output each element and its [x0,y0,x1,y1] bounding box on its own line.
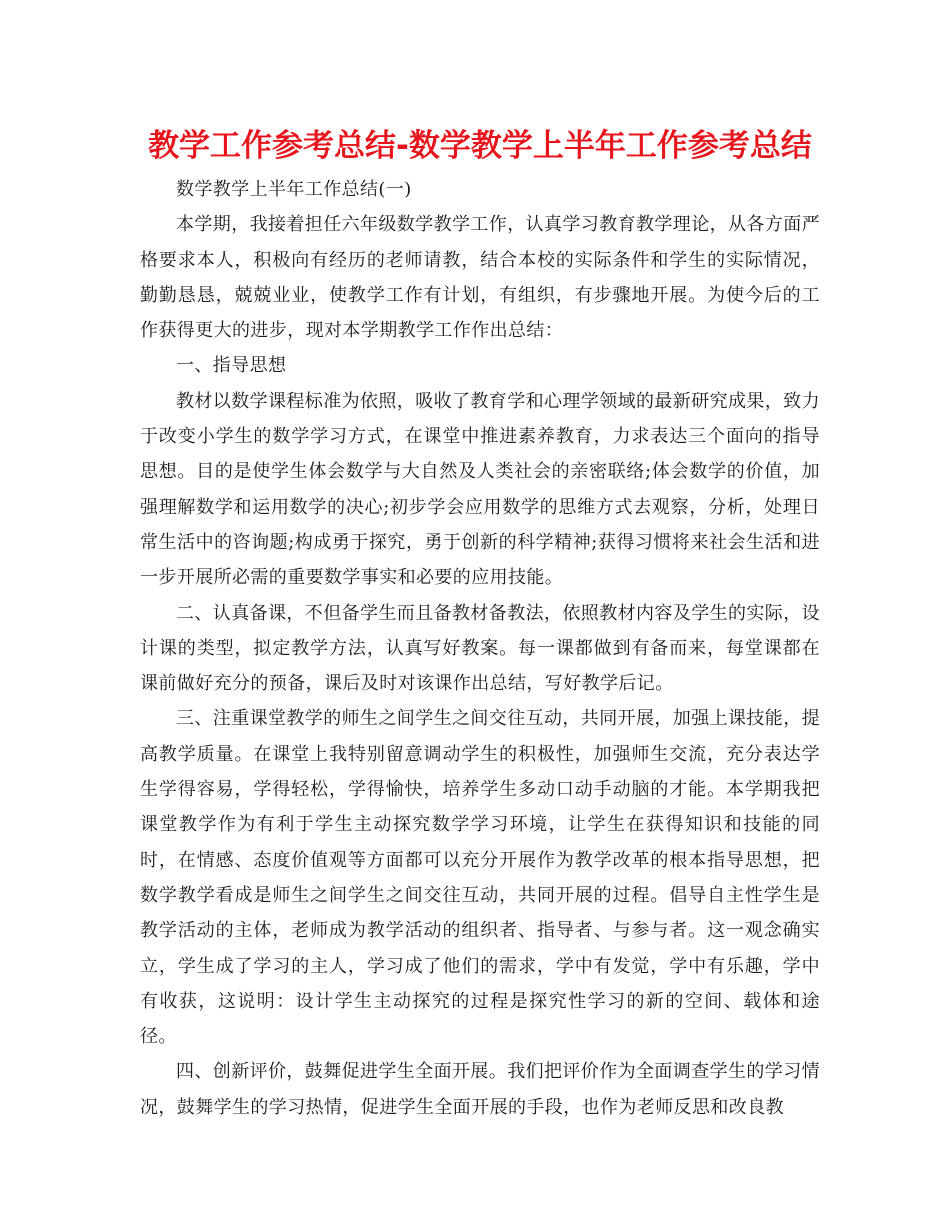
paragraph-evaluation: 四、创新评价，鼓舞促进学生全面开展。我们把评价作为全面调查学生的学习情况，鼓舞学生的学习热情，促进学生全面开展的手段，也作为老师反思和改良教 [140,1061,820,1118]
section-heading-guiding-thought: 一、指导思想 [176,355,287,377]
document-subtitle: 数学教学上半年工作总结(一) [176,179,412,200]
paragraph-lesson-prep: 二、认真备课，不但备学生而且备教材备教法，依照教材内容及学生的实际，设计课的类型，拟定教学方法，认真写好教案。每一课都做到有备而来，每堂课都在课前做好充分的预备，课后及时对该课作出总结，写好教学后记。 [140,602,820,695]
paragraph-intro: 本学期，我接着担任六年级数学教学工作，认真学习教育教学理论，从各方面严格要求本人，积极向有经历的老师请教，结合本校的实际条件和学生的实际情况，勤勤恳恳，兢兢业业，使教学工作有计划，有组织，有步骤地开展。为使今后的工作获得更大的进步，现对本学期教学工作作出总结： [140,214,820,342]
paragraph-classroom-teaching: 三、注重课堂教学的师生之间学生之间交往互动，共同开展，加强上课技能，提高教学质量。在课堂上我特别留意调动学生的积极性，加强师生交流，充分表达学生学得容易，学得轻松，学得愉快，培养学生多动口动手动脑的才能。本学期我把课堂教学作为有利于学生主动探究数学学习环境，让学生在获得知识和技能的同时，在情感、态度价值观等方面都可以充分开展作为教学改革的根本指导思想，把数学教学看成是师生之间学生之间交往互动，共同开展的过程。倡导自主性学生是教学活动的主体，老师成为教学活动的组织者、指导者、与参与者。这一观念确实立，学生成了学习的主人，学习成了他们的需求，学中有发觉，学中有乐趣，学中有收获，这说明：设计学生主动探究的过程是探究性学习的新的空间、载体和途径。 [140,708,820,1048]
document-body [140,172,820,1125]
paragraph-guiding-thought: 教材以数学课程标准为依照，吸收了教育学和心理学领域的最新研究成果，致力于改变小学生的数学学习方式，在课堂中推进素养教育，力求表达三个面向的指导思想。目的是使学生体会数学与大自然及人类社会的亲密联络;体会数学的价值，加强理解数学和运用数学的决心;初步学会应用数学的思维方式去观察，分析，处理日常生活中的咨询题;构成勇于探究，勇于创新的科学精神;获得习惯将来社会生活和进一步开展所必需的重要数学事实和必要的应用技能。 [140,390,820,589]
document-title: 教学工作参考总结-数学教学上半年工作参考总结 [148,128,812,164]
